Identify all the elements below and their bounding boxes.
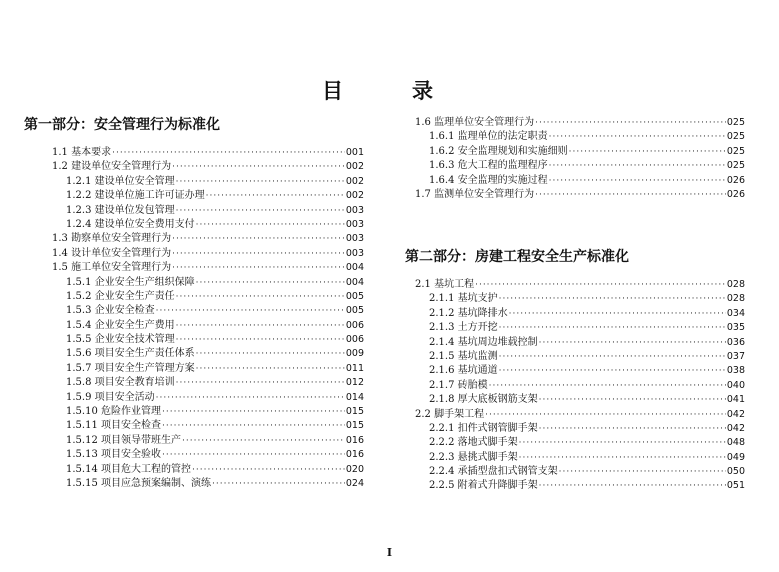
toc-entry-page: 012 <box>345 377 364 389</box>
toc-entry-page: 038 <box>726 365 745 377</box>
toc-entry-label: 1.5.8 项目安全教育培训 <box>66 377 175 389</box>
toc-entry-page: 034 <box>726 307 745 319</box>
toc-entry <box>405 393 745 407</box>
toc-leader-dots <box>499 292 726 306</box>
toc-entry-page: 002 <box>345 161 364 173</box>
page-title: 目 录 <box>322 78 457 103</box>
toc-entry-label: 1.5.5 企业安全技术管理 <box>66 334 175 346</box>
toc-entry-label: 2.2.3 悬挑式脚手架 <box>429 451 518 463</box>
toc-entry-label: 2.1.8 厚大底板钢筋支架 <box>429 394 538 406</box>
toc-entry <box>405 436 745 450</box>
toc-entry-label: 1.6.2 安全监理规划和实施细则 <box>429 145 568 157</box>
toc-leader-dots <box>156 391 345 405</box>
toc-leader-dots <box>196 362 345 376</box>
toc-entry <box>405 479 745 493</box>
toc-entry-page: 049 <box>726 451 745 463</box>
toc-leader-dots <box>172 232 345 246</box>
toc-entry-page: 003 <box>345 233 364 245</box>
toc-entry-label: 1.6 监理单位安全管理行为 <box>415 117 535 128</box>
toc-entry <box>405 408 745 422</box>
toc-leader-dots <box>519 436 726 450</box>
toc-entry-page: 051 <box>726 480 745 492</box>
toc-entry <box>24 319 364 333</box>
toc-entry-page: 003 <box>345 247 364 259</box>
toc-entry-label: 2.1.1 基坑支护 <box>429 293 498 305</box>
toc-entry <box>405 130 745 144</box>
toc-entry-page: 003 <box>345 218 364 230</box>
toc-entry-label: 1.5.6 项目安全生产责任体系 <box>66 348 195 360</box>
toc-entry-label: 2.2.4 承插型盘扣式钢管支架 <box>429 466 558 478</box>
toc-leader-dots <box>206 189 345 203</box>
toc-leader-dots <box>196 218 345 232</box>
toc-entry-page: 025 <box>726 145 745 157</box>
toc-entry-page: 011 <box>345 362 364 374</box>
toc-entry <box>405 422 745 436</box>
toc-entry-label: 2.1.7 砖胎模 <box>429 379 488 391</box>
toc-list-part-one-continued <box>405 116 745 202</box>
toc-entry <box>24 189 364 203</box>
part-one-heading: 第一部分：安全管理行为标准化 <box>24 117 220 133</box>
toc-entry <box>24 304 364 318</box>
toc-leader-dots <box>569 145 726 159</box>
toc-entry-label: 1.5.1 企业安全生产组织保障 <box>66 276 195 288</box>
toc-entry-label: 1.2 建设单位安全管理行为 <box>52 161 172 173</box>
toc-entry-label: 2.2 脚手架工程 <box>415 408 485 420</box>
toc-entry-page: 006 <box>345 334 364 346</box>
toc-entry-label: 2.1.6 基坑通道 <box>429 365 498 377</box>
toc-entry-page: 016 <box>345 434 364 446</box>
toc-leader-dots <box>549 174 726 188</box>
toc-entry-page: 028 <box>726 279 745 290</box>
toc-leader-dots <box>212 477 345 491</box>
toc-entry-label: 2.2.2 落地式脚手架 <box>429 437 518 449</box>
toc-leader-dots <box>162 419 345 433</box>
toc-entry-page: 025 <box>726 131 745 143</box>
toc-entry <box>24 175 364 189</box>
toc-entry-page: 006 <box>345 319 364 331</box>
toc-entry-page: 005 <box>345 305 364 317</box>
toc-leader-dots <box>196 276 345 290</box>
toc-entry-label: 1.5.7 项目安全生产管理方案 <box>66 362 195 374</box>
toc-entry <box>405 188 745 202</box>
toc-entry-label: 1.5.14 项目危大工程的管控 <box>66 463 191 475</box>
toc-entry-label: 2.1.4 基坑周边堆载控制 <box>429 336 538 348</box>
toc-entry <box>405 465 745 479</box>
toc-entry-page: 009 <box>345 348 364 360</box>
toc-leader-dots <box>475 278 726 292</box>
toc-leader-dots <box>499 350 726 364</box>
toc-entry <box>405 159 745 173</box>
toc-entry <box>24 419 364 433</box>
toc-entry <box>405 116 745 130</box>
toc-entry-page: 040 <box>726 379 745 391</box>
toc-leader-dots <box>499 364 726 378</box>
toc-entry-label: 2.1.3 土方开挖 <box>429 322 498 334</box>
toc-entry <box>24 261 364 275</box>
toc-entry <box>405 350 745 364</box>
toc-leader-dots <box>499 321 726 335</box>
toc-entry-label: 1.3 勘察单位安全管理行为 <box>52 233 172 245</box>
toc-entry <box>24 218 364 232</box>
toc-entry <box>24 376 364 390</box>
toc-entry-page: 042 <box>726 422 745 434</box>
toc-leader-dots <box>112 146 345 160</box>
toc-leader-dots <box>182 434 345 448</box>
toc-leader-dots <box>176 204 345 218</box>
toc-entry <box>405 321 745 335</box>
toc-entry <box>24 247 364 261</box>
toc-entry <box>24 276 364 290</box>
toc-entry <box>405 336 745 350</box>
toc-entry <box>24 347 364 361</box>
toc-entry-label: 1.2.2 建设单位施工许可证办理 <box>66 190 205 202</box>
toc-entry-page: 003 <box>345 204 364 216</box>
toc-entry-page: 050 <box>726 466 745 478</box>
toc-leader-dots <box>489 379 726 393</box>
part-two-heading: 第二部分：房建工程安全生产标准化 <box>405 249 629 265</box>
toc-entry-label: 1.5.4 企业安全生产费用 <box>66 319 175 331</box>
toc-entry-page: 004 <box>345 276 364 288</box>
toc-entry-label: 2.2.1 扣件式钢管脚手架 <box>429 422 538 434</box>
toc-leader-dots <box>172 160 345 174</box>
toc-entry <box>405 292 745 306</box>
toc-leader-dots <box>196 347 345 361</box>
toc-entry-label: 2.1.2 基坑降排水 <box>429 307 508 319</box>
toc-entry <box>405 174 745 188</box>
toc-entry-page: 002 <box>345 190 364 202</box>
toc-entry-label: 1.5.3 企业安全检查 <box>66 305 155 317</box>
toc-leader-dots <box>192 463 345 477</box>
page-number: I <box>386 546 393 559</box>
toc-entry <box>24 362 364 376</box>
toc-entry-page: 004 <box>345 262 364 274</box>
toc-entry <box>405 451 745 465</box>
toc-entry-label: 1.5 施工单位安全管理行为 <box>52 262 172 274</box>
toc-entry <box>24 477 364 491</box>
toc-entry-page: 016 <box>345 449 364 461</box>
toc-leader-dots <box>162 405 345 419</box>
toc-entry <box>405 145 745 159</box>
toc-entry-label: 1.5.13 项目安全验收 <box>66 449 161 461</box>
toc-entry-label: 1.5.15 项目应急预案编制、演练 <box>66 477 211 489</box>
toc-entry <box>24 405 364 419</box>
toc-entry <box>24 463 364 477</box>
toc-entry <box>24 290 364 304</box>
toc-list-part-one <box>24 146 364 491</box>
toc-entry-label: 1.2.3 建设单位发包管理 <box>66 204 175 216</box>
toc-leader-dots <box>559 465 726 479</box>
toc-leader-dots <box>162 448 345 462</box>
toc-entry-label: 1.5.11 项目安全检查 <box>66 420 161 432</box>
toc-leader-dots <box>539 479 726 493</box>
toc-entry-page: 025 <box>726 160 745 172</box>
toc-entry-label: 1.5.10 危险作业管理 <box>66 406 161 418</box>
toc-entry <box>24 160 364 174</box>
toc-entry-label: 1.2.1 建设单位安全管理 <box>66 175 175 187</box>
toc-entry-page: 015 <box>345 406 364 418</box>
toc-leader-dots <box>176 319 345 333</box>
toc-entry-label: 1.5.2 企业安全生产责任 <box>66 290 175 302</box>
toc-entry-label: 2.1.5 基坑监测 <box>429 350 498 362</box>
toc-entry-page: 002 <box>345 175 364 187</box>
toc-entry-page: 037 <box>726 350 745 362</box>
toc-leader-dots <box>156 304 345 318</box>
toc-entry-page: 035 <box>726 322 745 334</box>
toc-entry <box>24 232 364 246</box>
toc-entry-label: 1.6.4 安全监理的实施过程 <box>429 174 548 186</box>
toc-entry-label: 1.2.4 建设单位安全费用支付 <box>66 218 195 230</box>
toc-entry-label: 2.2.5 附着式升降脚手架 <box>429 480 538 492</box>
toc-leader-dots <box>539 336 726 350</box>
toc-leader-dots <box>535 116 726 130</box>
toc-entry-label: 2.1 基坑工程 <box>415 279 475 290</box>
toc-entry-page: 024 <box>345 477 364 489</box>
toc-entry-label: 1.1 基本要求 <box>52 147 112 158</box>
toc-entry-page: 048 <box>726 437 745 449</box>
toc-entry-page: 014 <box>345 391 364 403</box>
toc-entry-page: 015 <box>345 420 364 432</box>
toc-entry-page: 001 <box>345 147 364 158</box>
toc-entry-page: 042 <box>726 408 745 420</box>
toc-leader-dots <box>539 422 726 436</box>
toc-entry-label: 1.5.9 项目安全活动 <box>66 391 155 403</box>
toc-leader-dots <box>519 451 726 465</box>
toc-leader-dots <box>539 393 726 407</box>
toc-entry-label: 1.4 设计单位安全管理行为 <box>52 247 172 259</box>
toc-leader-dots <box>535 188 726 202</box>
toc-leader-dots <box>549 130 726 144</box>
toc-entry <box>405 307 745 321</box>
toc-leader-dots <box>509 307 726 321</box>
toc-entry-page: 041 <box>726 394 745 406</box>
toc-entry-page: 026 <box>726 174 745 186</box>
toc-entry-page: 025 <box>726 117 745 128</box>
toc-leader-dots <box>485 408 726 422</box>
toc-leader-dots <box>549 159 726 173</box>
toc-entry-page: 028 <box>726 293 745 305</box>
toc-entry-page: 020 <box>345 463 364 475</box>
toc-entry <box>405 364 745 378</box>
toc-entry-label: 1.6.1 监理单位的法定职责 <box>429 131 548 143</box>
toc-leader-dots <box>176 290 345 304</box>
toc-entry-page: 026 <box>726 188 745 200</box>
toc-entry-label: 1.6.3 危大工程的监理程序 <box>429 160 548 172</box>
toc-entry <box>24 204 364 218</box>
toc-leader-dots <box>172 247 345 261</box>
toc-entry-label: 1.7 监测单位安全管理行为 <box>415 188 535 200</box>
toc-entry-label: 1.5.12 项目领导带班生产 <box>66 434 181 446</box>
toc-entry <box>24 391 364 405</box>
toc-entry <box>405 379 745 393</box>
toc-entry <box>405 278 745 292</box>
toc-entry <box>24 448 364 462</box>
toc-list-part-two <box>405 278 745 494</box>
toc-entry <box>24 146 364 160</box>
toc-leader-dots <box>176 175 345 189</box>
toc-leader-dots <box>172 261 345 275</box>
toc-entry-page: 036 <box>726 336 745 348</box>
toc-leader-dots <box>176 333 345 347</box>
toc-entry <box>24 434 364 448</box>
toc-leader-dots <box>176 376 345 390</box>
toc-entry <box>24 333 364 347</box>
toc-entry-page: 005 <box>345 290 364 302</box>
